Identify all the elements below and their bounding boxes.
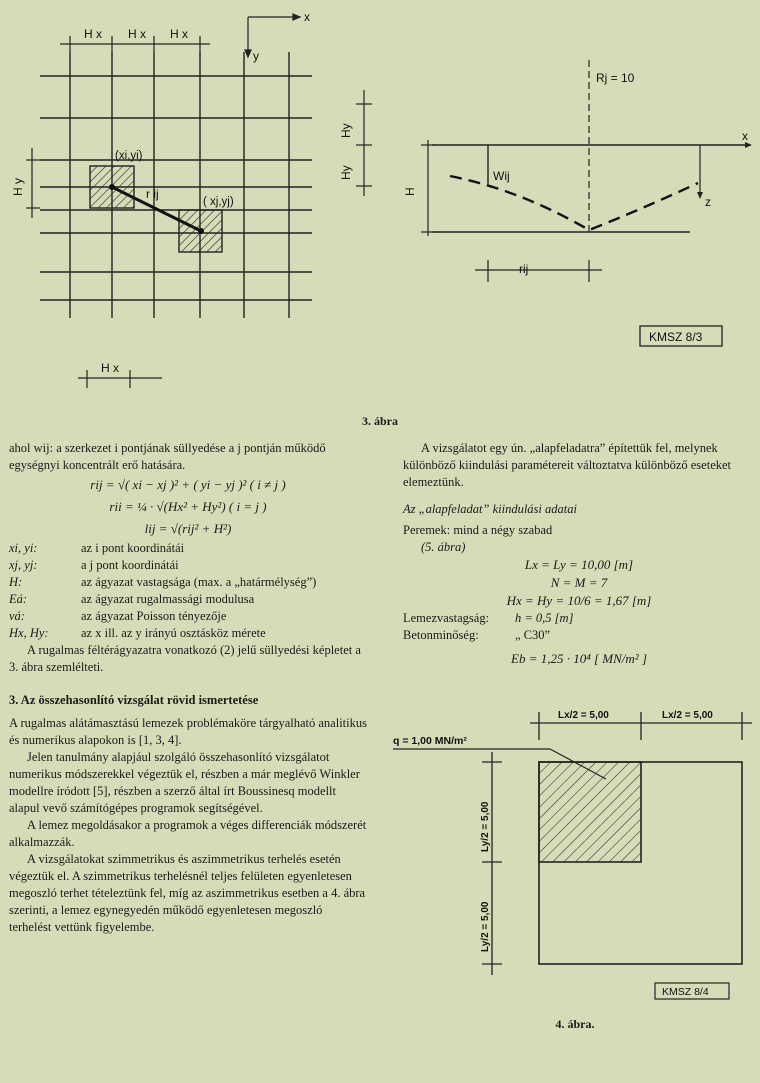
symbol-row: Hx, Hy: az x ill. az y irányú osztásköz mérete — [9, 626, 266, 640]
edges-ref: (5. ábra) — [421, 540, 466, 554]
h-dimension — [421, 140, 435, 236]
right-axis-z-label: z — [705, 195, 711, 209]
formula-rii: rii = ¼ · √(Hx² + Hy²) ( i = j ) — [109, 499, 267, 514]
paragraph-3: A lemez megoldásakor a programok a véges differenciák módszerét alkalmazzák. — [9, 818, 367, 849]
axis-y-label: y — [253, 49, 259, 63]
left-grid — [40, 52, 312, 318]
formula-rij: rij = √( xi − xj )² + ( yi − yj )² ( i ≠ j ) — [90, 477, 286, 492]
thickness-row: Lemezvastagság: h = 0,5 [m] — [403, 611, 574, 625]
paragraph-4: A vizsgálatokat szimmetrikus és aszimmetrikus terhelés esetén végeztük el. A szimmetrikus terhelésnél teljes felületen egyenletesen megoszló terhet tételeztünk fel, míg az aszimmetrikus esetben a 4. ábra szerinti, a lemez egynegyedén működő egyenletesen megoszló terhelést vettünk figyelembe. — [9, 852, 366, 934]
r-ij-label: r ij — [146, 187, 159, 201]
left-hy-dimension — [26, 148, 40, 218]
top-dim-2: Lx/2 = 5,00 — [662, 710, 713, 721]
stamp-text: KMSZ 8/3 — [649, 330, 703, 344]
symbol-row: Eá: az ágyazat rugalmassági modulusa — [9, 592, 255, 606]
symbol-row: H: az ágyazat vastagsága (max. a „határmélység”) — [9, 575, 317, 589]
h-label: H — [403, 187, 417, 196]
left-column — [9, 440, 367, 936]
section-heading: 3. Az összehasonlító vizsgálat rövid ismertetése — [9, 693, 259, 707]
equation-lx-ly: Lx = Ly = 10,00 [m] — [524, 557, 634, 572]
right-axis-x-label: x — [742, 129, 748, 143]
right-hy-label-2: Hy — [339, 165, 353, 180]
symbol-row: vá: az ágyazat Poisson tényezője — [9, 609, 227, 623]
side-dim-2: Ly/2 = 5,00 — [480, 901, 491, 952]
axis-x-label: x — [304, 10, 310, 24]
stamp-text-4: KMSZ 8/4 — [662, 986, 709, 998]
right-hy-dimension — [356, 90, 372, 196]
equation-eb: Eb = 1,25 · 10⁴ [ MN/m² ] — [511, 651, 647, 666]
bottom-hx-dimension — [78, 370, 162, 388]
symbol-row: xj, yj: a j pont koordinátái — [9, 558, 179, 572]
point-j-label: ( xj,yj) — [203, 196, 234, 208]
intro-paragraph: A vizsgálatot egy ún. „alapfeladatra” építettük fel, melynek különböző kiindulási paramétereit változtatva különböző eseteket elemeztünk. — [403, 441, 732, 489]
figure-4-caption: 4. ábra. — [555, 1017, 595, 1031]
left-hy-label: H y — [11, 178, 25, 196]
intro-text: ahol wij: a szerkezet i pontjának süllyedése a j pontján működő egységnyi koncentrált erő hatására. — [9, 441, 326, 472]
hx-label-1: H x — [84, 27, 102, 41]
figure-3-caption: 3. ábra — [362, 414, 398, 428]
r-ij-dimension — [475, 260, 602, 282]
top-dim-1: Lx/2 = 5,00 — [558, 710, 609, 721]
hx-label-3: H x — [170, 27, 188, 41]
hx-label-2: H x — [128, 27, 146, 41]
w-ij-label: Wij — [493, 169, 510, 183]
side-dim-1: Ly/2 = 5,00 — [480, 801, 491, 852]
load-label: q = 1,00 MN/m² — [393, 735, 467, 747]
paragraph-formula-ref: A rugalmas féltérágyazatra vonatkozó (2) jelű süllyedési képletet a 3. ábra szemlélteti. — [9, 643, 361, 674]
paragraph-2: Jelen tanulmány alapjául szolgáló összehasonlító vizsgálatot numerikus módszerekkel végeztük el, részben a már meglévő Winkler modellre íródott [5], részben a szerző által írt Boussinesq modellt alapul vevő számítógépes programok segítségével. — [9, 750, 360, 815]
rj-label: Rj = 10 — [596, 71, 635, 85]
concrete-row: Betonminőség: „ C30” — [403, 628, 551, 642]
right-r-ij-label: rij — [519, 262, 529, 276]
equation-n-m: N = M = 7 — [550, 575, 608, 590]
right-hy-label-1: Hy — [339, 123, 353, 138]
figure-4 — [380, 696, 760, 1006]
point-i-label: (xi,yi) — [115, 150, 143, 162]
subheading: Az „alapfeladat” kiindulási adatai — [403, 502, 577, 516]
equation-hx-hy: Hx = Hy = 10/6 = 1,67 [m] — [506, 593, 652, 608]
point-j — [198, 228, 204, 234]
bottom-hx-label: H x — [101, 361, 119, 375]
figure-3 — [0, 0, 760, 400]
right-column — [403, 440, 755, 670]
paragraph-1: A rugalmas alátámasztású lemezek problémaköre tárgyalható analitikus és numerikus alapokon is [1, 3, 4]. — [9, 716, 367, 747]
edges-line: Peremek: mind a négy szabad — [403, 523, 553, 537]
symbol-list — [9, 540, 367, 642]
symbol-row: xi, yi: az i pont koordinátái — [9, 541, 185, 555]
formula-lij: lij = √(rij² + H²) — [144, 521, 232, 536]
settlement-curve — [450, 176, 698, 230]
loaded-quarter — [539, 762, 641, 862]
point-i — [109, 184, 115, 190]
